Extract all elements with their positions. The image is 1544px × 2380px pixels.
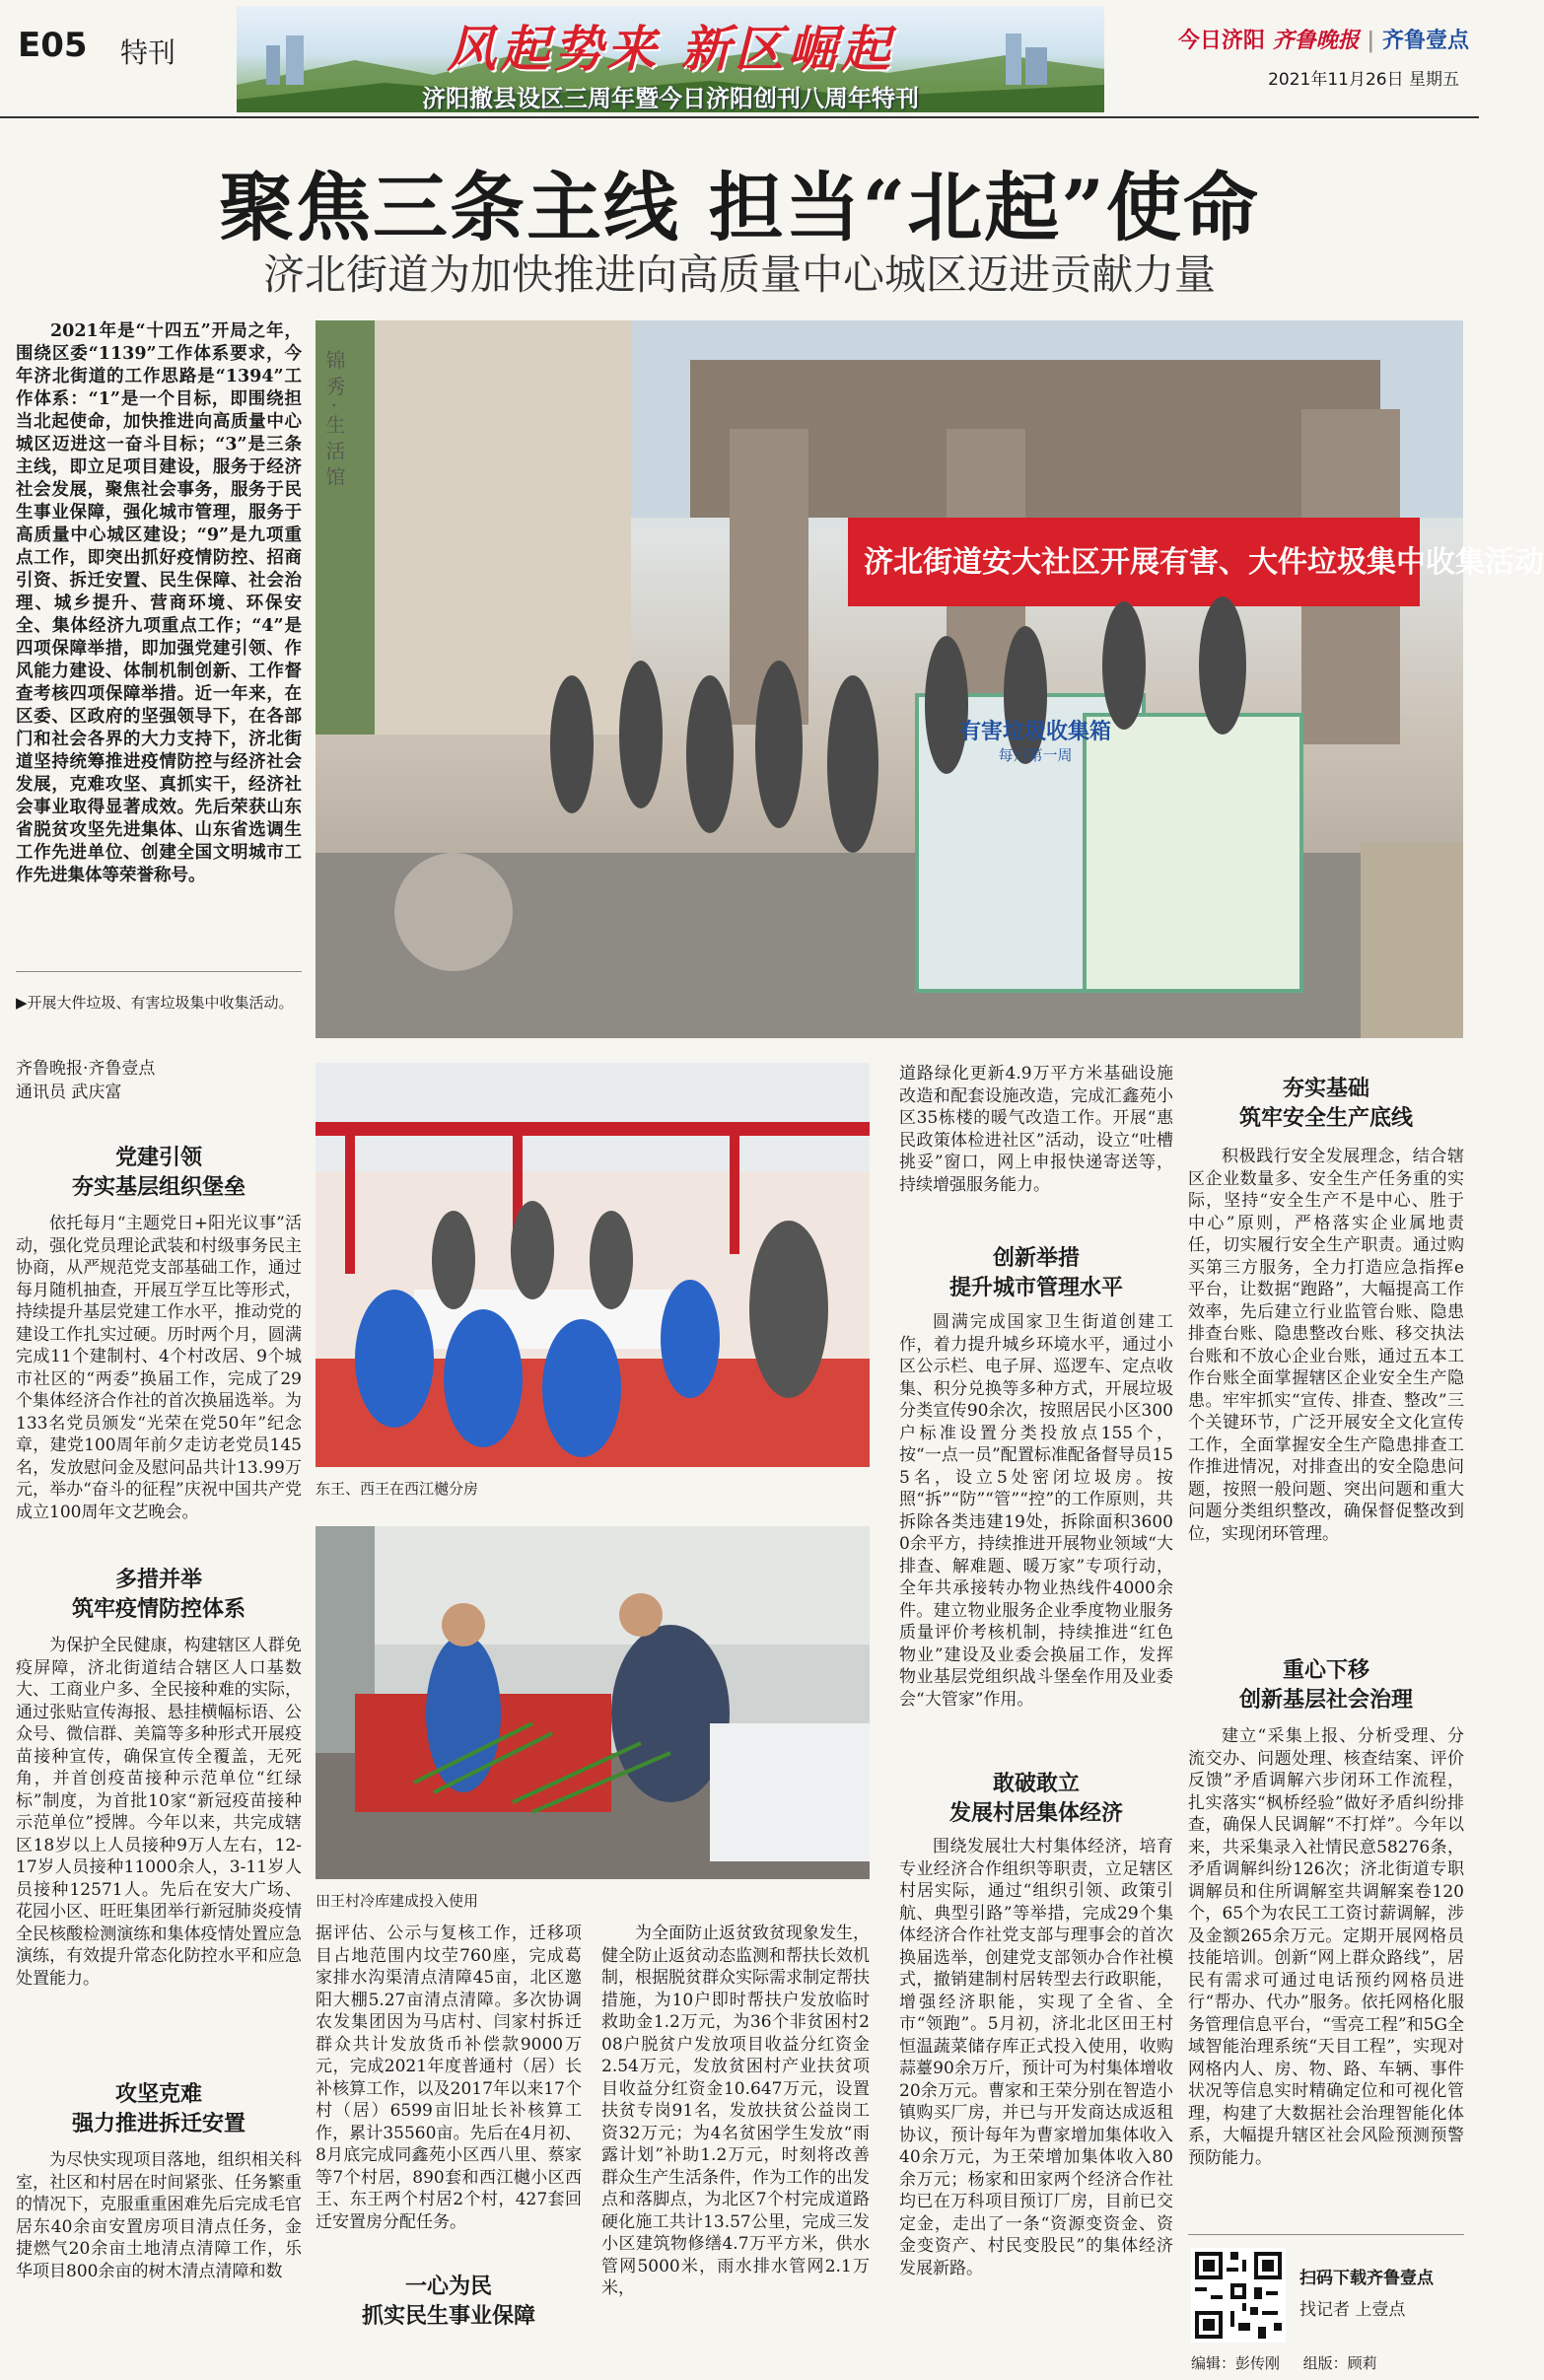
col4a-body (899, 1063, 1173, 1196)
col4a-text: 道路绿化更新4.9万平方米基础设施改造和配套设施改造，完成汇鑫苑小区35栋楼的暖气改造工作。开展“惠民政策体检进社区”活动，设立“吐槽挑妥”窗口，网上申报快递寄送等，持续增强服务能力。 (899, 1064, 1173, 1195)
sec3-body (16, 2149, 302, 2282)
col3b-text: 为全面防止返贫致贫现象发生，健全防止返贫动态监测和帮扶长效机制，根据脱贫群众实际需求制定帮扶措施，为10户即时帮扶户发放临时救助金1.2万元，为36个非贫困村208户脱贫户发放项目收益分红资金2.54万元，发放贫困村产业扶贫项目收益分红资金10.647万元，设置扶贫专岗91名，发放扶贫公益岗工资32万元；为4名贫困学生发放“雨露计划”补助1.2万元，时刻将改善群众生产生活条件，作为工作的出发点和落脚点，为北区7个村完成道路硬化施工共计13.57公里，完成三发小区建筑物修缮4.7万平方米，供水管网5000米，雨水排水管网2.1万米， (601, 1924, 870, 2298)
sec1-title-2: 夯实基层组织堡垒 (71, 1175, 246, 1200)
byline-reporter: 通讯员 武庆富 (16, 1083, 122, 1102)
brand-qilu-yidian: 齐鲁壹点 (1381, 29, 1469, 53)
sec1-title-1: 党建引领 (114, 1146, 202, 1170)
sec6-title-1: 敢破敢立 (992, 1772, 1080, 1796)
qr-code-icon[interactable] (1191, 2248, 1286, 2343)
brand-qilu-evening: 齐鲁晚报 (1272, 29, 1360, 53)
banner-main-title: 风起势来 新区崛起 (447, 20, 894, 78)
photo-cold-storage (316, 1526, 870, 1879)
page-code: E05 (18, 26, 88, 65)
sec5-title-2: 提升城市管理水平 (948, 1276, 1123, 1300)
photo1-board-sub: 每月第一周 (998, 746, 1073, 764)
sec1-text: 依托每月“主题党日+阳光议事”活动，强化党员理论武装和村级事务民主协商，从严规范党支部基础工作，通过每月随机抽查，开展互学互比等形式，持续提升基层党建工作水平，推动党的建设工作扎实过硬。历时两个月，圆满完成11个建制村、4个村改居、9个城市社区的“两委”换届工作，完成了29个集体经济合作社的首次换届选举。为133名党员颁发“光荣在党50年”纪念章，建党100周年前夕走访老党员145名，发放慰问金及慰问品共计13.99万元，举办“奋斗的征程”庆祝中国共产党成立100周年文艺晚会。 (16, 1214, 302, 1522)
sec2-text: 为保护全民健康，构建辖区人群免疫屏障，济北街道结合辖区人口基数大、工商业户多、全民接种难的实际，通过张贴宣传海报、悬挂横幅标语、公众号、微信群、美篇等多种形式开展疫苗接种宣传，确保宣传全覆盖，无死角，并首创疫苗接种示范单位“红绿标”制度，为首批10家“新冠疫苗接种示范单位”授牌。今年以来，共完成辖区18岁以上人员接种9万人左右，12-17岁人员接种11000余人，3-11岁人员接种12571人。先后在安大广场、花园小区、旺旺集团举行新冠肺炎疫情全民核酸检测演练和集体疫情处置应急演练，有效提升常态化防控水平和应急处置能力。 (16, 1636, 302, 1989)
sec6-body (899, 1836, 1173, 2279)
sec3-title-2: 强力推进拆迁安置 (71, 2112, 246, 2136)
qr-slogan: 找记者 上壹点 (1299, 2300, 1406, 2320)
photo1-scene (316, 320, 1544, 1038)
intro-paragraph (16, 320, 302, 887)
sec3-text: 为尽快实现项目落地，组织相关科室，社区和村居在时间紧张、任务繁重的情况下，克服重重困难先后完成毛官居东40余亩安置房项目清点任务，金捷燃气20余亩土地清点清障工作，乐华项目800余亩的树木清点清障和数 (16, 2150, 302, 2281)
byline (16, 1057, 302, 1104)
sec2-title-2: 筑牢疫情防控体系 (71, 1597, 246, 1622)
sec8-heading (1188, 1656, 1464, 1715)
banner-sub-title: 济阳撤县设区三周年暨今日济阳创刊八周年特刊 (422, 85, 919, 112)
sec5-body (899, 1311, 1173, 1711)
sec7-body (1188, 1146, 1464, 1545)
photo1-board-title: 有害垃圾收集箱 (958, 720, 1111, 744)
sec8-text: 建立“采集上报、分析受理、分流交办、问题处理、核查结案、评价反馈”矛盾调解六步闭环工作流程，扎实落实“枫桥经验”做好矛盾纠纷排查，确保人民调解“不打烊”。今年以来，共采集录入社情民意58276条，矛盾调解纠纷126次；济北街道专职调解员和住所调解室共调解案卷120个，65个为农民工工资讨薪调解，涉及金额265余万元。定期开展网格员技能培训。创新“网上群众路线”，居民有需求可通过电话预约网格员进行“帮办、代办”服务。依托网格化服务管理信息平台，“雪亮工程”和5G全域智能治理系统“天目工程”，实现对网格内人、房、物、路、车辆、事件状况等信息实时精确定位和可视化管理，构建了大数据社会治理智能化体系，大幅提升辖区社会风险预测预警预防能力。 (1188, 1726, 1464, 2168)
sec6-title-2: 发展村居集体经济 (948, 1801, 1123, 1826)
sec7-title-1: 夯实基础 (1282, 1077, 1369, 1101)
sec1-heading (16, 1144, 302, 1203)
photo3-caption: 田王村冷库建成投入使用 (316, 1892, 479, 1910)
sec6-heading (899, 1770, 1173, 1829)
sec5-heading (899, 1244, 1173, 1303)
headline: 聚焦三条主线 担当“北起”使命 (219, 164, 1260, 251)
photo2-caption: 东王、西王在西江樾分房 (316, 1480, 479, 1498)
issue-date: 2021年11月26日 星期五 (1268, 70, 1459, 90)
sec1-body (16, 1213, 302, 1523)
brand-today-jiyang: 今日济阳 (1177, 29, 1265, 53)
qr-title: 扫码下载齐鲁壹点 (1299, 2269, 1434, 2288)
photo-house-allocation (316, 1063, 870, 1467)
footer-editor: 编辑：彭传刚 (1191, 2354, 1281, 2372)
sec4-heading (316, 2273, 582, 2332)
photo3-scene (316, 1526, 870, 1879)
header-divider (0, 116, 1479, 118)
qr-divider (1188, 2234, 1464, 2235)
sec8-title-1: 重心下移 (1282, 1658, 1369, 1683)
brand-divider: | (1367, 29, 1375, 53)
photo1-caption: ▶开展大件垃圾、有害垃圾集中收集活动。 (16, 994, 294, 1012)
sec2-heading (16, 1566, 302, 1625)
sec6-text: 围绕发展壮大村集体经济，培育专业经济合作组织等职责，立足辖区村居实际，通过“组织引领、政策引航、典型引路”等举措，完成29个集体经济合作社党支部与理事会的首次换届选举，创建党支部领办合作社模式，撤销建制村居转型去行政职能，增强经济职能，实现了全省、全市“领跑”。5月初，济北北区田王村恒温蔬菜储存库正式投入使用，收购蒜薹90余万斤，预计可为村集体增收20余万元。曹家和王荣分别在智造小镇购买厂房，并已与开发商达成返租协议，预计每年为曹家增加集体收入40余万元，为王荣增加集体收入80余万元；杨家和田家两个经济合作社均已在万科项目预订厂房，目前已交定金，走出了一条“资源变资金、资金变资产、村民变股民”的集体经济发展新路。 (899, 1837, 1173, 2278)
sec3-title-1: 攻坚克难 (114, 2082, 202, 2107)
footer-designer: 组版：顾莉 (1302, 2354, 1377, 2372)
header-banner (237, 6, 1104, 112)
subheadline: 济北街道为加快推进向高质量中心城区迈进贡献力量 (262, 250, 1216, 299)
sec7-text: 积极践行安全发展理念，结合辖区企业数量多、安全生产任务重的实际，坚持“安全生产不是中心、胜于中心”原则，严格落实企业属地责任，切实履行安全生产职责。通过购买第三方服务，全力打造应急指挥e平台，让数据“跑路”，大幅提高工作效率，先后建立行业监管台账、隐患排查台账、隐患整改台账、移交执法台账和不放心企业台账，通过五本工作台账全面掌握辖区企业安全生产隐患。牢牢抓实“宣传、排查、整改”三个关键环节，广泛开展安全文化宣传工作，全面掌握安全生产隐患排查工作推进情况，对排查出的安全隐患问题，按照一般问题、突出问题和重大问题分类组织整改，确保督促整改到位，实现闭环管理。 (1188, 1147, 1464, 1544)
sec5-text: 圆满完成国家卫生街道创建工作，着力提升城乡环境水平，通过小区公示栏、电子屏、巡逻车、定点收集、积分兑换等多种方式，开展垃圾分类宣传90余次，按照居民小区300户标准设置分类投放点155个，按“一点一员”配置标准配备督导员155名，设立5处密闭垃圾房。按照“拆”“防”“管”“控”的工作原则，共拆除各类违建19处，拆除面积36000余平方，持续推进开展物业领域“大排查、解难题、暖万家”专项行动，全年共承接转办物业热线件4000余件。建立物业服务企业季度物业服务质量评价考核机制，持续推进“红色物业”建设及业委会换届工作，发挥物业基层党组织战斗堡垒作用及业委会“大管家”作用。 (899, 1312, 1173, 1710)
photo2-scene (316, 1063, 870, 1467)
sec8-title-2: 创新基层社会治理 (1238, 1688, 1413, 1713)
footer-credits (1191, 2352, 1467, 2373)
photo-garbage-collection (316, 320, 1544, 1038)
sec3-heading (16, 2080, 302, 2139)
col3a-text: 据评估、公示与复核工作，迁移项目占地范围内坟茔760座，完成葛家排水沟渠清点清障45亩，北区邀阳大棚5.27亩清点清障。多次协调农发集团因为马店村、闫家村拆迁群众共计发放货币补偿款9000万元，完成2021年度普通村（居）长补核算工作，以及2017年以来17个村（居）6599亩旧址长补核算工作，累计35560亩。先后在4月初、8月底完成同鑫苑小区西八里、蔡家等7个村居，890套和西江樾小区西王、东王两个村居2个村，427套回迁安置房分配任务。 (316, 1924, 582, 2232)
brand-line (1124, 24, 1469, 54)
photo1-wall-text: 锦 秀 · 生 活 馆 (322, 350, 346, 487)
qr-code-graphic (1191, 2248, 1286, 2343)
photo1-banner-text: 济北街道安大社区开展有害、大件垃圾集中收集活动 (864, 545, 1544, 580)
sec7-heading (1188, 1075, 1464, 1134)
sec5-title-1: 创新举措 (992, 1246, 1080, 1271)
sec2-body (16, 1635, 302, 1990)
sec8-body (1188, 1725, 1464, 2169)
sec4-title-2: 抓实民生事业保障 (361, 2304, 535, 2329)
intro-text: 2021年是“十四五”开局之年，围绕区委“1139”工作体系要求，今年济北街道的工作思路是“1394”工作体系：“1”是一个目标，即围绕担当北起使命，加快推进向高质量中心城区迈进这一奋斗目标；“3”是三条主线，即立足项目建设，服务于经济社会发展，聚焦社会事务，服务于民生事业保障，强化城市管理，服务于高质量中心城区建设；“9”是九项重点工作，即突出抓好疫情防控、招商引资、拆迁安置、民生保障、社会治理、城乡提升、营商环境、环保安全、集体经济九项重点工作；“4”是四项保障举措，即加强党建引领、作风能力建设、体制机制创新、工作督查考核四项保障举措。近一年来，在区委、区政府的坚强领导下，在各部门和社会各界的大力支持下，济北街道坚持统筹推进疫情防控与经济社会发展，克难攻坚、真抓实干，经济社会事业取得显著成效。先后荣获山东省脱贫攻坚先进集体、山东省选调生工作先进单位、创建全国文明城市工作先进集体等荣誉称号。 (16, 321, 302, 885)
intro-divider (16, 971, 302, 972)
section-label: 特刊 (120, 36, 176, 69)
sec7-title-2: 筑牢安全生产底线 (1238, 1106, 1413, 1131)
sec4-title-1: 一心为民 (404, 2275, 492, 2299)
byline-source: 齐鲁晚报·齐鲁壹点 (16, 1059, 156, 1079)
sec2-title-1: 多措并举 (114, 1568, 202, 1592)
col3a-body (316, 1923, 582, 2233)
col3b-body (601, 1923, 870, 2300)
